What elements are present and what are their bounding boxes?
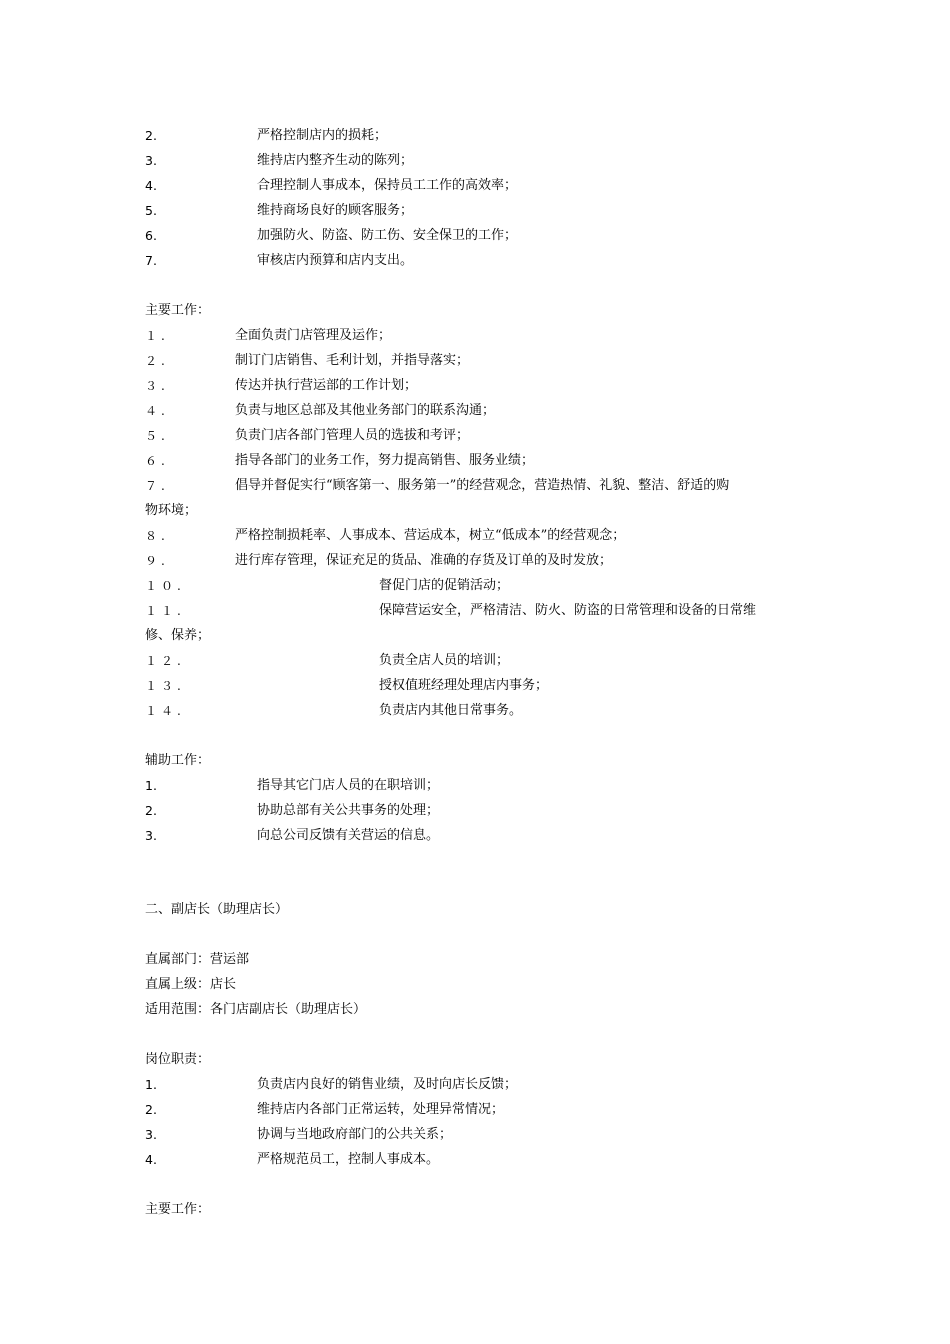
item-text: 指导各部门的业务工作，努力提高销售、服务业绩； xyxy=(235,453,535,468)
item-text: 全面负责门店管理及运作； xyxy=(235,328,392,343)
item-number: ９. xyxy=(145,554,169,568)
item-number: 2. xyxy=(145,803,157,818)
item-number: １０. xyxy=(145,579,185,593)
item-text: 进行库存管理，保证充足的货品、准确的存货及订单的及时发放； xyxy=(235,553,613,568)
item-number: 4. xyxy=(145,1152,157,1167)
item-number: ７. xyxy=(145,479,169,493)
item-number: 2. xyxy=(145,128,157,143)
heading-text: 辅助工作： xyxy=(145,753,211,768)
item-text: 督促门店的促销活动； xyxy=(379,578,510,593)
item-text: 负责门店各部门管理人员的选拔和考评； xyxy=(235,428,470,443)
info-text: 直属上级：店长 xyxy=(145,977,237,992)
item-number: １４. xyxy=(145,704,185,718)
item-text: 严格规范员工，控制人事成本。 xyxy=(257,1152,440,1167)
item-text: 物环境； xyxy=(145,503,198,518)
item-number: 4. xyxy=(145,178,157,193)
item-text: 授权值班经理处理店内事务； xyxy=(379,678,549,693)
heading-text: 主要工作： xyxy=(145,303,211,318)
item-text: 维持店内各部门正常运转，处理异常情况； xyxy=(257,1102,505,1117)
item-number: 2. xyxy=(145,1102,157,1117)
item-number: 3. xyxy=(145,828,157,843)
item-number: １. xyxy=(145,329,169,343)
item-text: 制订门店销售、毛利计划，并指导落实； xyxy=(235,353,470,368)
item-text: 修、保养； xyxy=(145,628,211,643)
item-number: 7. xyxy=(145,253,157,268)
item-text: 严格控制损耗率、人事成本、营运成本，树立“低成本”的经营观念； xyxy=(235,528,626,543)
item-number: 5. xyxy=(145,203,157,218)
item-text: 协助总部有关公共事务的处理； xyxy=(257,803,440,818)
item-text: 指导其它门店人员的在职培训； xyxy=(257,778,440,793)
item-text: 负责与地区总部及其他业务部门的联系沟通； xyxy=(235,403,496,418)
item-text: 合理控制人事成本，保持员工工作的高效率； xyxy=(257,178,518,193)
item-text: 维持商场良好的顾客服务； xyxy=(257,203,414,218)
info-text: 适用范围：各门店副店长（助理店长） xyxy=(145,1002,367,1017)
item-text: 向总公司反馈有关营运的信息。 xyxy=(257,828,440,843)
item-number: 1. xyxy=(145,1077,157,1092)
item-text: 审核店内预算和店内支出。 xyxy=(257,253,414,268)
item-text: 倡导并督促实行“顾客第一、服务第一”的经营观念，营造热情、礼貌、整洁、舒适的购 xyxy=(235,478,730,493)
section-title-text: 二、副店长（助理店长） xyxy=(145,902,289,917)
heading-text: 主要工作： xyxy=(145,1202,211,1217)
item-number: ４. xyxy=(145,404,169,418)
item-number: 1. xyxy=(145,778,157,793)
heading-text: 岗位职责： xyxy=(145,1052,211,1067)
item-number: ６. xyxy=(145,454,169,468)
item-number: ２. xyxy=(145,354,169,368)
item-text: 维持店内整齐生动的陈列； xyxy=(257,153,414,168)
item-number: １１. xyxy=(145,604,185,618)
item-number: １３. xyxy=(145,679,185,693)
item-number: 3. xyxy=(145,153,157,168)
item-text: 负责店内其他日常事务。 xyxy=(379,703,523,718)
item-number: ５. xyxy=(145,429,169,443)
item-number: 3. xyxy=(145,1127,157,1142)
item-number: ８. xyxy=(145,529,169,543)
item-text: 保障营运安全，严格清洁、防火、防盗的日常管理和设备的日常维 xyxy=(379,603,757,618)
info-text: 直属部门：营运部 xyxy=(145,952,250,967)
item-text: 协调与当地政府部门的公共关系； xyxy=(257,1127,453,1142)
item-number: ３. xyxy=(145,379,169,393)
item-text: 严格控制店内的损耗； xyxy=(257,128,388,143)
item-text: 传达并执行营运部的工作计划； xyxy=(235,378,418,393)
item-text: 负责全店人员的培训； xyxy=(379,653,510,668)
item-text: 加强防火、防盗、防工伤、安全保卫的工作； xyxy=(257,228,518,243)
item-text: 负责店内良好的销售业绩，及时向店长反馈； xyxy=(257,1077,518,1092)
item-number: １２. xyxy=(145,654,185,668)
item-number: 6. xyxy=(145,228,157,243)
